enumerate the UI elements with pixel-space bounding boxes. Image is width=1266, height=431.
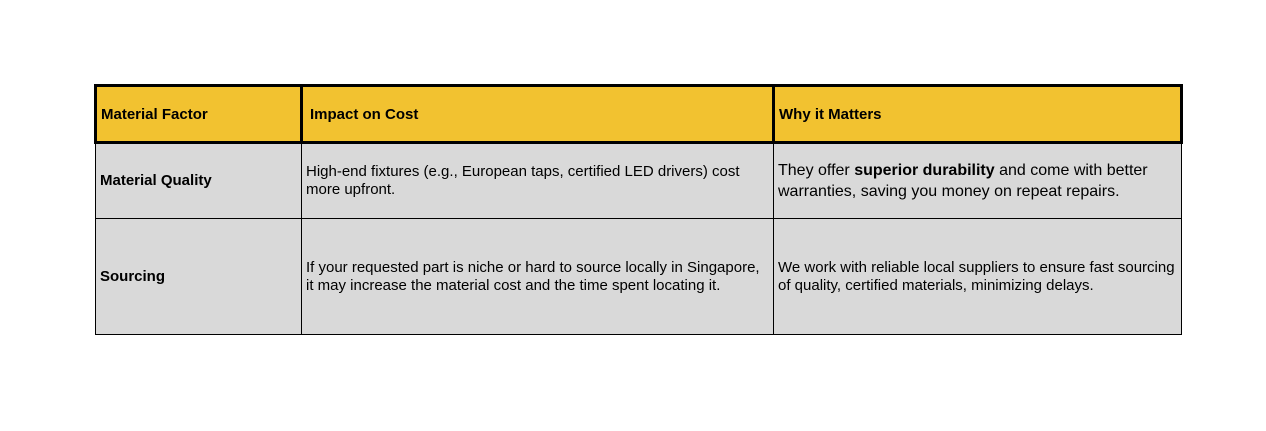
header-impact-on-cost: Impact on Cost — [302, 86, 774, 143]
table-header-row — [96, 86, 1182, 143]
cell-why — [774, 143, 1182, 219]
table-row — [96, 219, 1182, 335]
why-text-bold: superior durability — [854, 162, 995, 179]
why-text-post: and come with better warranties, saving you money on repeat repairs. — [778, 162, 1148, 200]
cell-why: We work with reliable local suppliers to ensure fast sourcing of quality, certified materials, minimizing delays. — [774, 219, 1182, 335]
cell-factor: Material Quality — [96, 143, 302, 219]
cell-factor: Sourcing — [96, 219, 302, 335]
cell-impact: High-end fixtures (e.g., European taps, certified LED drivers) cost more upfront. — [302, 143, 774, 219]
header-why-it-matters: Why it Matters — [774, 86, 1182, 143]
table-row — [96, 143, 1182, 219]
why-text-pre: They offer — [778, 162, 855, 179]
header-material-factor: Material Factor — [96, 86, 302, 143]
cell-impact: If your requested part is niche or hard to source locally in Singapore, it may increase the material cost and the time spent locating it. — [302, 219, 774, 335]
material-cost-table — [94, 84, 1183, 335]
